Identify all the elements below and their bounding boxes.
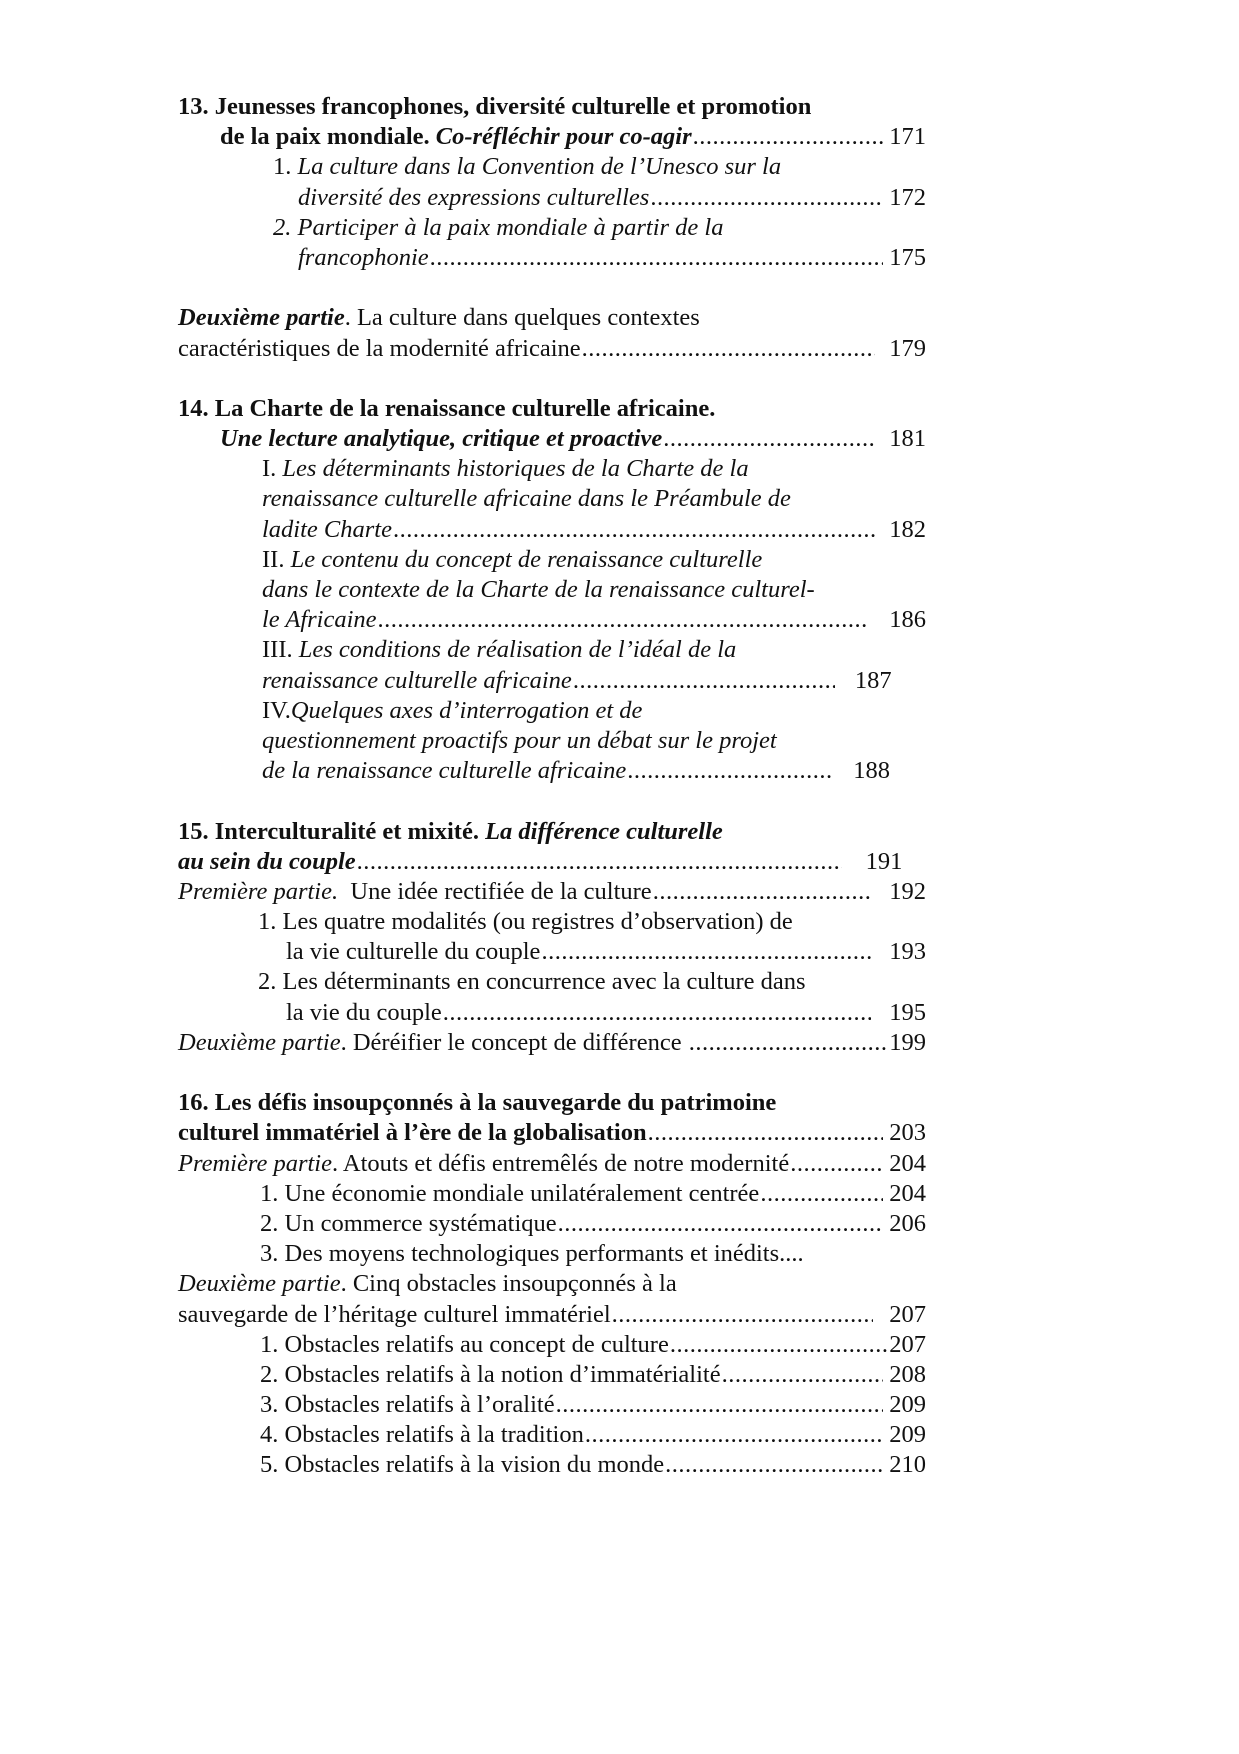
toc-entry (178, 696, 926, 726)
item-text: ladite Charte (262, 515, 392, 543)
item-text: Les quatre modalités (ou registres d’observation) de (282, 908, 793, 936)
leader-dots (357, 847, 842, 877)
item-number: IV. (262, 696, 291, 724)
leader-dots (558, 1209, 884, 1239)
item-text: Les déterminants en concurrence avec la culture dans (282, 968, 806, 996)
item-text: renaissance culturelle africaine (262, 666, 572, 694)
leader-dots (653, 877, 872, 907)
chapter-title: 16. Les défis insoupçonnés à la sauvegarde du patrimoine (178, 1089, 777, 1117)
leader-dots (670, 1330, 889, 1360)
page-number: 188 (853, 757, 890, 785)
chapter-title: 14. La Charte de la renaissance culturelle africaine. (178, 394, 716, 422)
part-text: Une idée rectifiée de la culture (350, 877, 652, 905)
part-text: sauvegarde de l’héritage culturel immatériel (178, 1300, 611, 1328)
toc-entry[interactable] (178, 1300, 926, 1330)
toc-chapter-14-title (178, 394, 926, 424)
page-number: 186 (889, 606, 926, 634)
page-number: 204 (889, 1179, 926, 1207)
toc-entry (178, 726, 926, 756)
leader-dots (650, 183, 883, 213)
leader-dots (760, 1179, 883, 1209)
page-number: 172 (889, 183, 926, 211)
page-number: 192 (889, 877, 926, 905)
toc-chapter-16-title (178, 1088, 926, 1118)
page-number: 193 (889, 938, 926, 966)
part-text: caractéristiques de la modernité africaine (178, 334, 581, 362)
part-label: Première partie (178, 1149, 332, 1177)
chapter-subtitle: au sein du couple (178, 847, 356, 875)
item-text: Les conditions de réalisation de l’idéal de la (298, 636, 737, 664)
item-text: questionnement proactifs pour un débat sur le projet (262, 726, 777, 754)
toc-entry (178, 152, 926, 182)
table-of-contents (178, 92, 926, 1481)
item-text: 2. (258, 968, 277, 996)
item-text: 1. (258, 908, 277, 936)
toc-entry[interactable] (178, 183, 926, 213)
leader-dots (790, 1149, 883, 1179)
part-label: Deuxième partie (178, 304, 345, 332)
item-text: 2. Un commerce systématique (260, 1209, 557, 1237)
page-number: 171 (889, 123, 926, 151)
toc-entry[interactable] (178, 1209, 926, 1239)
part-label: Deuxième partie (178, 1028, 341, 1056)
item-text: renaissance culturelle africaine dans le Préambule de (262, 485, 791, 513)
toc-entry[interactable] (178, 1420, 926, 1450)
toc-entry[interactable] (178, 937, 926, 967)
toc-entry[interactable] (178, 1179, 926, 1209)
leader-dots (648, 1118, 884, 1148)
item-text: Participer à la paix mondiale à partir de la (297, 213, 724, 241)
toc-entry[interactable] (178, 998, 926, 1028)
toc-entry (178, 575, 926, 605)
chapter-title-cont: de la paix mondiale. (220, 123, 430, 151)
leader-dots (585, 1420, 883, 1450)
leader-dots (541, 937, 871, 967)
toc-entry[interactable] (178, 1118, 926, 1148)
item-text: diversité des expressions culturelles (298, 183, 650, 211)
leader-dots (612, 1300, 874, 1330)
leader-dots (627, 756, 833, 786)
item-text: dans le contexte de la Charte de la renaissance culturel- (262, 576, 815, 603)
page-number: 181 (889, 425, 926, 453)
toc-entry[interactable] (178, 666, 926, 696)
leader-dots (665, 1450, 883, 1480)
page-number: 199 (889, 1028, 926, 1056)
item-text: 3. Obstacles relatifs à l’oralité (260, 1391, 555, 1419)
chapter-title-cont: culturel immatériel à l’ère de la globalisation (178, 1119, 647, 1147)
leader-dots (378, 605, 870, 635)
page-number: 206 (889, 1209, 926, 1237)
leader-dots (689, 1028, 890, 1058)
toc-entry[interactable] (178, 877, 926, 907)
leader-dots (663, 424, 875, 454)
leader-dots (573, 666, 835, 696)
item-number: 2. (273, 213, 292, 241)
toc-entry[interactable] (178, 605, 926, 635)
page-number: 204 (889, 1149, 926, 1177)
item-text: Le contenu du concept de renaissance culturelle (290, 545, 763, 573)
toc-entry[interactable] (178, 243, 926, 273)
toc-entry[interactable] (178, 1390, 926, 1420)
item-number: III. (262, 636, 293, 664)
toc-entry (178, 454, 926, 484)
item-text: 4. Obstacles relatifs à la tradition (260, 1421, 584, 1449)
toc-entry[interactable] (178, 424, 926, 454)
page-number: 209 (889, 1421, 926, 1449)
leader-dots (443, 998, 871, 1028)
page-number: 195 (889, 998, 926, 1026)
page-number: 209 (889, 1391, 926, 1419)
toc-entry (178, 967, 926, 997)
toc-part-heading (178, 1269, 926, 1299)
page-number: 187 (854, 666, 892, 694)
leader-dots (722, 1360, 884, 1390)
item-text: 3. Des moyens technologiques performants et inédits.... (260, 1240, 804, 1268)
part-label: Première partie. (178, 877, 339, 905)
toc-entry[interactable] (178, 847, 926, 877)
toc-part-heading (178, 303, 926, 333)
chapter-title: 15. Interculturalité et mixité. (178, 817, 479, 845)
toc-entry[interactable] (178, 1360, 926, 1390)
item-text: la vie culturelle du couple (286, 938, 541, 966)
page-number: 203 (889, 1119, 926, 1147)
chapter-subtitle: Une lecture analytique, critique et proactive (220, 425, 663, 453)
item-number: 1. (273, 153, 292, 181)
page-number: 175 (889, 243, 926, 271)
item-text: Les déterminants historiques de la Charte de la (282, 455, 749, 483)
toc-entry (178, 907, 926, 937)
part-text: . Atouts et défis entremêlés de notre modernité (332, 1149, 790, 1177)
page-number: 182 (889, 515, 926, 543)
item-text: le Africaine (262, 606, 377, 634)
toc-chapter-15-title (178, 817, 926, 847)
toc-entry (178, 213, 926, 243)
item-text: 2. Obstacles relatifs à la notion d’immatérialité (260, 1360, 721, 1388)
page-number: 191 (865, 847, 903, 875)
item-text: de la renaissance culturelle africaine (262, 757, 627, 785)
toc-entry[interactable] (178, 1330, 926, 1360)
item-text: la vie du couple (286, 998, 442, 1026)
page-number: 207 (889, 1300, 926, 1328)
leader-dots (430, 243, 884, 273)
item-text: La culture dans la Convention de l’Unesco sur la (297, 153, 782, 181)
item-text: 1. Une économie mondiale unilatéralement centrée (260, 1179, 760, 1207)
item-text: Quelques axes d’interrogation et de (290, 696, 643, 724)
page-number: 179 (889, 334, 926, 362)
page-number: 210 (889, 1451, 926, 1479)
part-text: . Cinq obstacles insoupçonnés à la (340, 1270, 677, 1298)
toc-entry[interactable] (178, 1149, 926, 1179)
toc-entry[interactable] (178, 515, 926, 545)
toc-entry[interactable] (178, 756, 926, 786)
leader-dots (393, 515, 875, 545)
leader-dots (693, 122, 884, 152)
toc-entry (178, 635, 926, 665)
item-text: 5. Obstacles relatifs à la vision du monde (260, 1451, 665, 1479)
toc-entry[interactable] (178, 1239, 926, 1269)
toc-entry[interactable] (178, 334, 926, 364)
item-number: I. (262, 455, 277, 483)
page-number: 208 (889, 1360, 926, 1388)
part-label: Deuxième partie (178, 1270, 341, 1298)
chapter-title: 13. Jeunesses francophones, diversité culturelle et promotion (178, 93, 812, 120)
chapter-subtitle: La différence culturelle (485, 817, 723, 845)
part-text: . Déréifier le concept de différence (340, 1028, 688, 1056)
chapter-subtitle: Co-réfléchir pour co-agir (435, 123, 692, 151)
toc-chapter-13-title (178, 92, 926, 122)
page-number: 207 (889, 1330, 926, 1358)
toc-entry (178, 545, 926, 575)
item-text: francophonie (298, 243, 429, 271)
leader-dots (556, 1390, 884, 1420)
part-text: . La culture dans quelques contextes (344, 304, 700, 332)
item-text: 1. Obstacles relatifs au concept de culture (260, 1330, 669, 1358)
toc-entry[interactable] (178, 1028, 926, 1058)
toc-entry[interactable] (178, 1450, 926, 1480)
toc-entry (178, 484, 926, 514)
item-number: II. (262, 545, 285, 573)
leader-dots (582, 334, 876, 364)
toc-entry[interactable] (178, 122, 926, 152)
